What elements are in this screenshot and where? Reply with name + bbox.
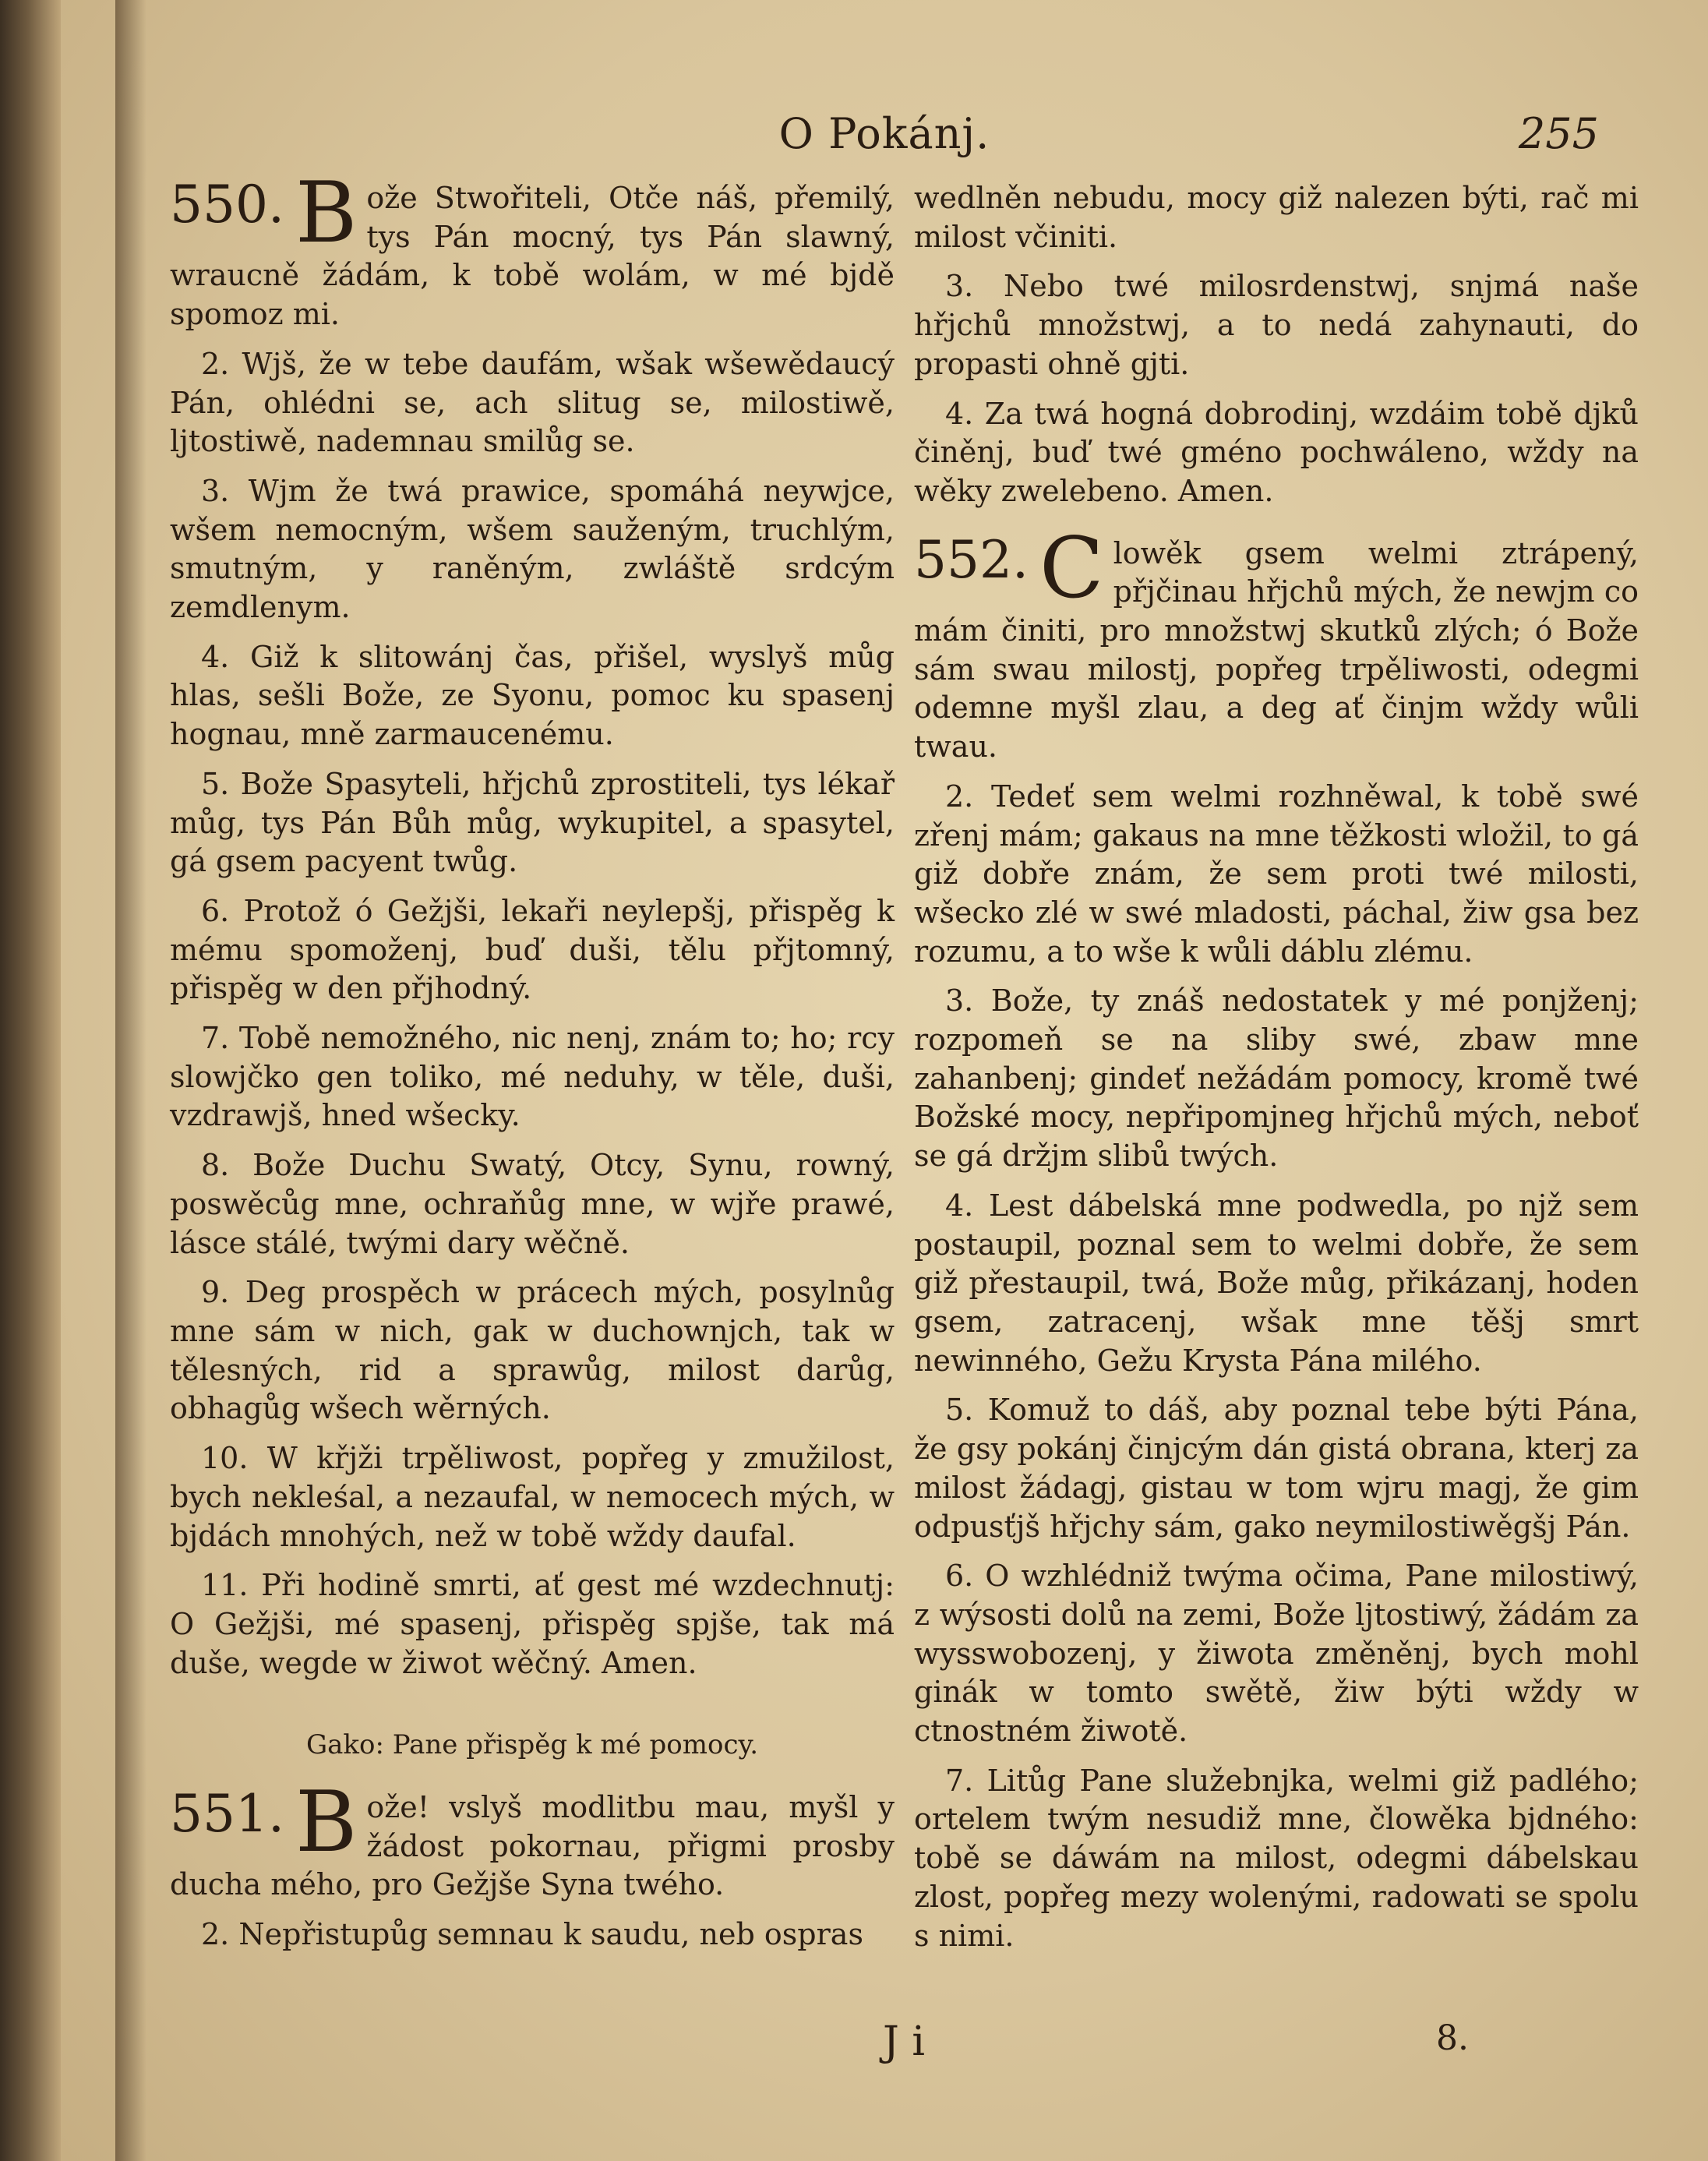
stanza: 8. Bože Duchu Swatý, Otcy, Synu, rowný, poswěcůg mne, ochraňůg mne, w wjře prawé, lásce stálé, twými dary wěčně. xyxy=(170,1148,895,1260)
stanza-text: lowěk gsem welmi ztrápený, přjčinau hřjchů mých, že newjm co mám činiti, pro množstwj skutků zlých; ó Bože sám swau milostj, popřeg trpěliwosti, odegmi odemne myšl zlau, a deg ať činjm wždy wůli twau. xyxy=(914,535,1639,764)
stanza: 3. Wjm že twá prawice, spomáhá neywjce, wšem nemocným, wšem sauženým, truchlým, smutným, y raněným, zwláště srdcým zemdlenym. xyxy=(170,473,895,625)
catchword: 8. xyxy=(1436,2018,1469,2058)
stanza-text: ože! vslyš modlitbu mau, myšl y žádost pokornau, přigmi prosby ducha mého, pro Gežjše Syna twého. xyxy=(170,1790,895,1902)
hymn-number: 551. xyxy=(170,1784,284,1845)
stanza: 3. Bože, ty znáš nedostatek y mé ponjženj; rozpomeň se na sliby swé, zbaw mne zahanbenj; gindeť nežádám pomocy, kromě twé Božské mocy, nepřipomjneg hřjchů mých, neboť se gá držjm slibů twých. xyxy=(914,983,1639,1174)
previous-page-edge xyxy=(0,0,61,2161)
hymn-552-first-stanza xyxy=(914,519,1639,767)
stanza: 2. Nepřistupůg semnau k saudu, neb ospras xyxy=(201,1917,863,1952)
stanza: 6. O wzhlédniž twýma očima, Pane milostiwý, z wýsosti dolů na zemi, Bože ljtostiwý, žádám za wysswobozenj, y žiwota změněnj, bych mohl ginák w tomto swětě, žiw býti wždy w ctnostném žiwotě. xyxy=(914,1559,1639,1749)
hymn-551-first-stanza xyxy=(170,1774,895,1905)
stanza: 10. W křjži trpěliwost, popřeg y zmužilost, bych nekleśal, a nezaufal, w nemocech mých, w bjdách mnohých, než w tobě wždy daufal. xyxy=(170,1441,895,1553)
stanza: 5. Komuž to dáš, aby poznal tebe býti Pána, že gsy pokánj činjcým dán gistá obrana, kterj za milost žádagj, gistau w tom wjru magj, že gim odpusťjš hřjchy sám, gako neymilostiwěgšj Pán. xyxy=(914,1393,1639,1544)
stanza: 2. Wjš, že w tebe daufám, wšak wšewědaucý Pán, ohlédni se, ach slitug se, milostiwě, ljtostiwě, nademnau smilůg se. xyxy=(170,346,895,459)
stanza: 4. Lest dábelská mne podwedla, po njž sem postaupil, poznal sem to welmi dobře, že sem giž přestaupil, twá, Bože můg, přikázanj, hoden gsem, zatracenj, wšak mne těšj smrt newinného, Gežu Krysta Pána milého. xyxy=(914,1188,1639,1378)
stanza: 6. Protož ó Gežjši, lekaři neylepšj, přispěg k mému spomoženj, buď duši, tělu přjtomný, přispěg w den přjhodný. xyxy=(170,893,895,1006)
hymn-550-first-stanza xyxy=(170,164,895,334)
book-page xyxy=(61,0,1708,2161)
drop-cap: B xyxy=(295,164,358,262)
stanza: 2. Tedeť sem welmi rozhněwal, k tobě swé zřenj mám; gakaus na mne těžkosti wložil, to gá giž dobře znám, že sem proti twé milosti, wšecko zlé w swé mladosti, páchal, žiw gsa bez rozumu, a to wše k wůli dáblu zlému. xyxy=(914,779,1639,969)
gutter-shadow xyxy=(115,0,146,2161)
right-column xyxy=(914,179,1639,1966)
stanza: 4. Giž k slitowánj čas, přišel, wyslyš můg hlas, sešli Bože, ze Syonu, pomoc ku spasenj hognau, mně zarmaucenému. xyxy=(170,639,895,752)
stanza: 11. Při hodině smrti, ať gest mé wzdechnutj: O Gežjši, mé spasenj, přispěg spjše, tak má duše, wegde w žiwot wěčný. Amen. xyxy=(170,1568,895,1680)
left-column xyxy=(170,164,895,1965)
stanza: 5. Bože Spasyteli, hřjchů zprostiteli, tys lékař můg, tys Pán Bůh můg, wykupitel, a spasytel, gá gsem pacyent twůg. xyxy=(170,766,895,879)
page-header xyxy=(61,109,1708,171)
stanza: 9. Deg prospěch w prácech mých, posylnůg mne sám w nich, gak w duchownjch, tak w tělesných, rid a sprawůg, milost darůg, obhagůg wšech wěrných. xyxy=(170,1275,895,1426)
page-footer xyxy=(61,2018,1708,2073)
drop-cap: B xyxy=(295,1774,358,1872)
stanza: 7. Tobě nemožného, nic nenj, znám to; ho; rcy slowjčko gen toliko, mé neduhy, w těle, duši, vzdrawjš, hned wšecky. xyxy=(170,1021,895,1133)
hymn-number: 552. xyxy=(914,529,1029,590)
hymn-number: 550. xyxy=(170,175,284,235)
signature-mark: J i xyxy=(883,2018,926,2065)
stanza-text: ože Stwořiteli, Otče náš, přemilý, tys Pán mocný, tys Pán slawný, wraucně žádám, k tobě wolám, w mé bjdě spomoz mi. xyxy=(170,181,895,332)
tune-heading: Gako: Pane přispěg k mé pomocy. xyxy=(305,1729,759,1761)
stanza-continuation: wedlněn nebudu, mocy giž nalezen býti, rač mi milost včiniti. xyxy=(914,181,1639,254)
stanza: 7. Litůg Pane služebnjka, welmi giž padlého; ortelem twým nesudiž mne, člowěka bjdného: tobě se dáwám na milost, odegmi dábelskau zlost, popřeg mezy wolenými, radowati se spolu s nimi. xyxy=(914,1763,1639,1953)
stanza: 4. Za twá hogná dobrodinj, wzdáim tobě djků činěnj, buď twé gméno pochwáleno, wždy na wěky zwelebeno. Amen. xyxy=(914,396,1639,508)
running-title: O Pokánj. xyxy=(778,109,990,158)
page-number: 255 xyxy=(1518,109,1599,158)
drop-cap: C xyxy=(1039,519,1104,617)
stanza: 3. Nebo twé milosrdenstwj, snjmá naše hřjchů množstwj, a to nedá zahynauti, do propasti ohně gjti. xyxy=(914,269,1639,381)
